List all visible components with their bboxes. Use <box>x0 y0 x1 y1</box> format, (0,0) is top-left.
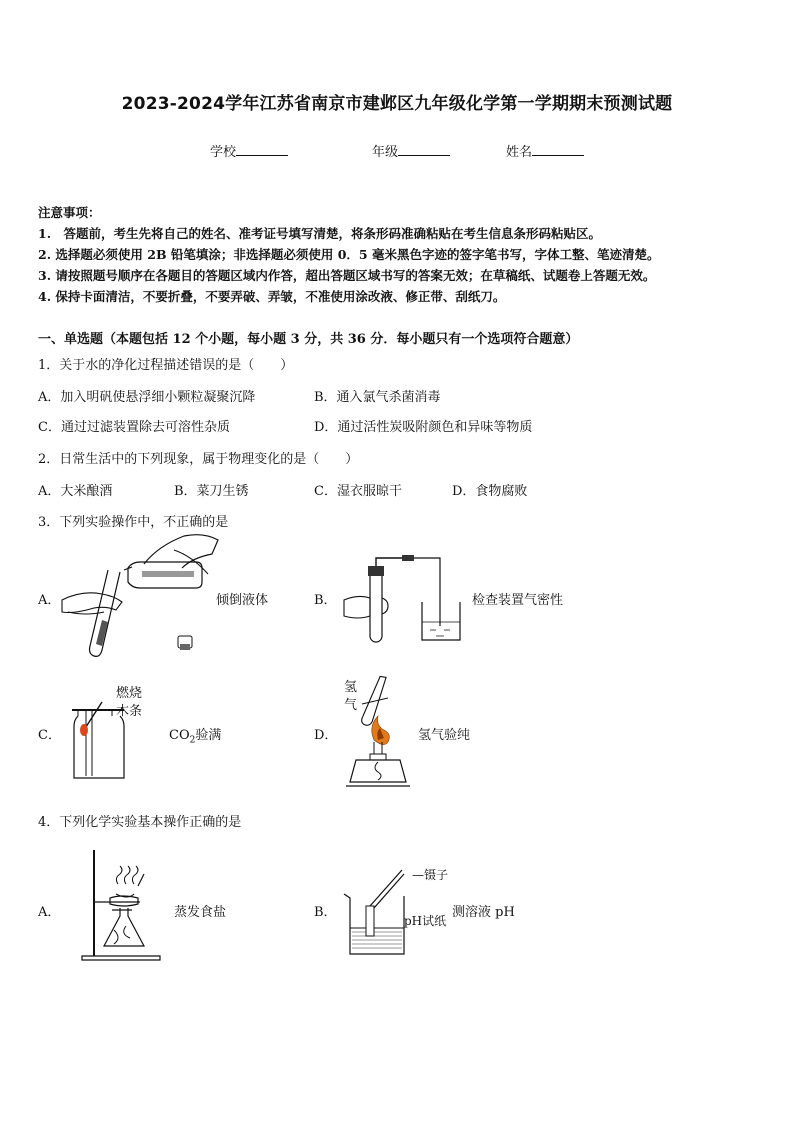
hydrogen-purity-figure <box>340 674 410 788</box>
q3-option-c[interactable]: C． <box>38 728 61 743</box>
evaporation-figure <box>80 846 164 962</box>
section-heading: 一、单选题（本题包括 12 个小题，每小题 3 分，共 36 分．每小题只有一个选项符合题意） <box>38 332 579 347</box>
school-label: 学校 <box>210 145 237 160</box>
q2-option-a[interactable]: A．大米酿酒 <box>38 484 113 499</box>
airtight-check-figure <box>340 552 470 647</box>
q3-c-caption <box>169 724 221 746</box>
q3-stem: 3．下列实验操作中，不正确的是 <box>38 515 229 530</box>
co2-test-figure <box>66 696 136 782</box>
q3-a-caption: 倾倒液体 <box>216 593 269 608</box>
q2-option-b[interactable]: B．菜刀生锈 <box>174 484 249 499</box>
q4-stem: 4．下列化学实验基本操作正确的是 <box>38 815 242 830</box>
q4-option-b[interactable]: B． <box>314 905 337 920</box>
q3-c-caption-sub: 2 <box>189 735 196 746</box>
q3-c-fig-label2: 木条 <box>116 704 143 719</box>
grade-blank[interactable] <box>398 143 450 156</box>
ph-test-figure <box>340 866 412 958</box>
tweezers-label: 镊子 <box>424 868 449 882</box>
q1-option-a[interactable]: A．加入明矾使悬浮细小颗粒凝聚沉降 <box>38 390 256 405</box>
q3-d-fig-label2: 气 <box>344 698 358 713</box>
note-item: 2. 选择题必须使用 2B 铅笔填涂；非选择题必须使用 0．5 毫米黑色字迹的签字笔书写，字体工整、笔迹清楚。 <box>38 247 660 262</box>
q3-c-caption-main: CO <box>169 728 190 743</box>
q4-a-caption: 蒸发食盐 <box>174 905 227 920</box>
q3-option-b[interactable]: B． <box>314 593 337 608</box>
q2-option-c[interactable]: C．湿衣服晾干 <box>314 484 402 499</box>
q2-stem: 2．日常生活中的下列现象，属于物理变化的是（ ） <box>38 452 359 467</box>
grade-label: 年级 <box>372 145 399 160</box>
q1-option-d[interactable]: D．通过活性炭吸附颜色和异味等物质 <box>314 420 533 435</box>
q4-b-fig-label2: pH试纸 <box>404 914 447 928</box>
pour-liquid-figure <box>62 530 212 660</box>
q4-b-caption: 测溶液 pH <box>452 905 515 920</box>
q3-d-caption: 氢气验纯 <box>418 728 471 743</box>
note-item: 4. 保持卡面清洁，不要折叠，不要弄破、弄皱，不准使用涂改液、修正带、刮纸刀。 <box>38 289 506 304</box>
school-blank[interactable] <box>236 143 288 156</box>
q1-option-c[interactable]: C．通过过滤装置除去可溶性杂质 <box>38 420 230 435</box>
page-title: 2023-2024学年江苏省南京市建邺区九年级化学第一学期期末预测试题 <box>121 94 673 114</box>
q3-option-a[interactable]: A． <box>38 593 61 608</box>
q3-c-fig-label1: 燃烧 <box>116 686 143 701</box>
q1-option-b[interactable]: B．通入氯气杀菌消毒 <box>314 390 441 405</box>
q2-option-d[interactable]: D．食物腐败 <box>452 484 528 499</box>
q3-c-caption-tail: 验满 <box>195 728 222 743</box>
q3-option-d[interactable]: D． <box>314 728 338 743</box>
note-item: 1. 答题前，考生先将自己的姓名、准考证号填写清楚，将条形码准确粘贴在考生信息条形码粘贴区。 <box>38 226 602 241</box>
q4-b-fig-label1: —镊子 <box>412 868 449 882</box>
name-blank[interactable] <box>532 143 584 156</box>
school-field <box>210 141 288 160</box>
q4-option-a[interactable]: A． <box>38 905 61 920</box>
name-label: 姓名 <box>506 145 533 160</box>
q1-stem: 1．关于水的净化过程描述错误的是（ ） <box>38 358 294 373</box>
notes-heading: 注意事项： <box>38 205 101 220</box>
q3-b-caption: 检查装置气密性 <box>472 593 564 608</box>
name-field <box>506 141 584 160</box>
note-item: 3. 请按照题号顺序在各题目的答题区域内作答，超出答题区域书写的答案无效；在草稿纸、试题卷上答题无效。 <box>38 268 656 283</box>
grade-field <box>372 141 450 160</box>
q3-d-fig-label1: 氢 <box>344 680 358 695</box>
